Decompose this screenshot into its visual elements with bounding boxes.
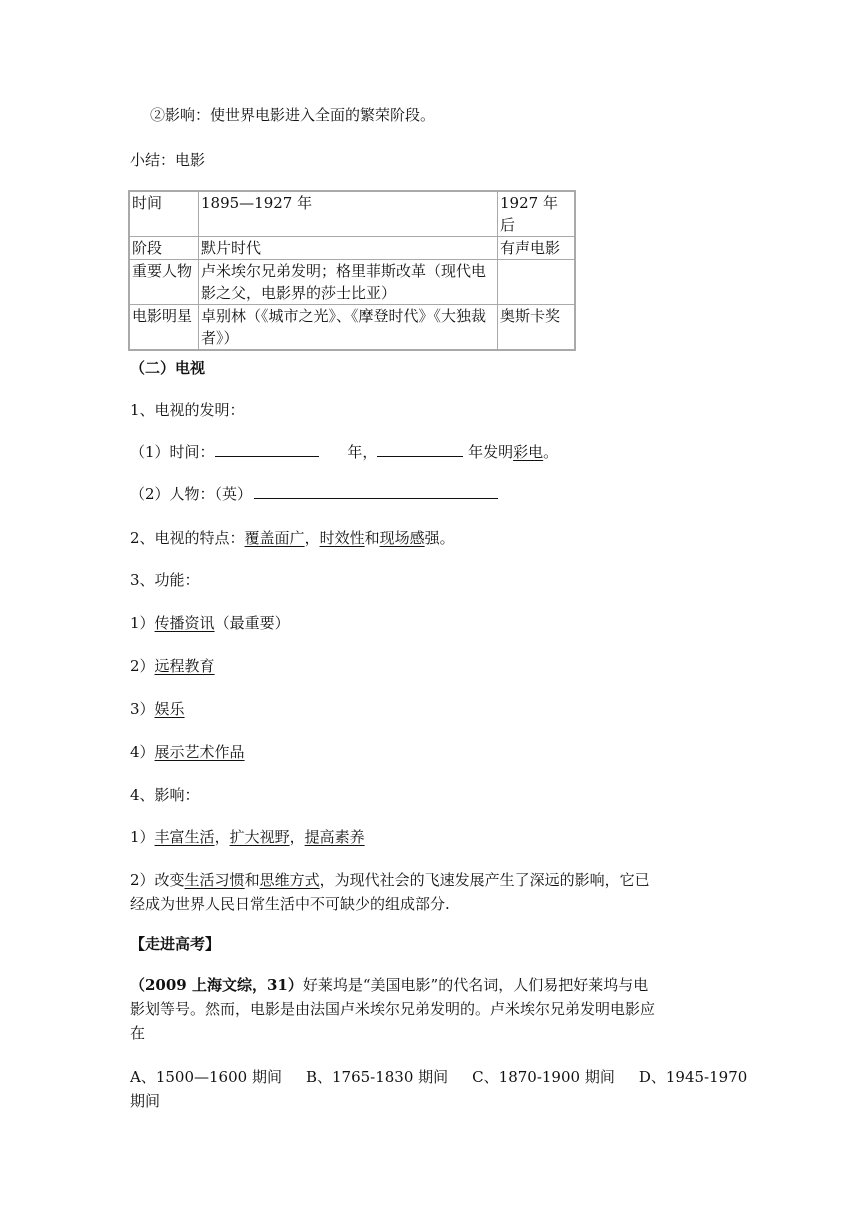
- features-line: [130, 527, 455, 549]
- invention-time-after: 年发明: [468, 443, 514, 461]
- function-number: 2）: [130, 657, 155, 675]
- impact-improve-quality: 提高素养: [304, 828, 365, 846]
- invention-time-end: 。: [543, 443, 559, 461]
- feature-coverage: 覆盖面广: [244, 529, 305, 547]
- impact-rest-continued: 经成为世界人民日常生活中不可缺少的组成部分.: [130, 895, 450, 913]
- table-cell: 卢米埃尔兄弟发明；格里菲斯改革（现代电影之父，电影界的莎士比亚）: [199, 260, 498, 305]
- tv-heading: （二）电视: [130, 359, 206, 377]
- table-row: [129, 260, 575, 305]
- conjunction: 和: [244, 871, 260, 889]
- impact-item-2: [130, 868, 734, 916]
- functions-heading: 3、功能：: [130, 571, 200, 589]
- function-text: 展示艺术作品: [154, 743, 245, 761]
- function-number: 1）: [130, 614, 155, 632]
- table-cell: 卓别林（《城市之光》、《摩登时代》《大独裁者》）: [199, 305, 498, 351]
- option-c: C、1870-1900 期间: [472, 1068, 615, 1086]
- function-number: 4）: [130, 743, 155, 761]
- separator: ，: [289, 828, 305, 846]
- impact-number: 1）: [130, 828, 155, 846]
- invention-time-mid: 年，: [347, 443, 378, 461]
- separator: ，: [304, 529, 320, 547]
- invention-time-prefix: （1）时间：: [130, 443, 215, 461]
- table-cell: 1927 年后: [498, 191, 576, 237]
- question-text: 影划等号。然而，电影是由法国卢米埃尔兄弟发明的。卢米埃尔兄弟发明电影应: [130, 1000, 656, 1018]
- table-cell: 时间: [129, 191, 199, 237]
- function-text: 远程教育: [154, 657, 215, 675]
- invention-person-line: [130, 483, 498, 505]
- blank-year-invented: [215, 441, 319, 457]
- exam-heading: 【走进高考】: [130, 935, 221, 953]
- table-cell: 电影明星: [129, 305, 199, 351]
- impact-item-1: [130, 826, 365, 848]
- impact-rest: ，为现代社会的飞速发展产生了深远的影响，它已: [319, 871, 650, 889]
- option-b: B、1765-1830 期间: [305, 1068, 449, 1086]
- function-item: [130, 612, 290, 634]
- invention-heading: 1、电视的发明：: [130, 401, 245, 419]
- features-end: 强。: [424, 529, 455, 547]
- impact-prefix: 2）改变: [130, 871, 185, 889]
- function-item: [130, 655, 215, 677]
- function-text: 传播资讯: [154, 614, 215, 632]
- function-text: 娱乐: [154, 700, 185, 718]
- table-row: [129, 305, 575, 351]
- table-row: [129, 191, 575, 237]
- impact-enrich-life: 丰富生活: [154, 828, 215, 846]
- question-text: 在: [130, 1024, 146, 1042]
- option-d: D、1945-1970: [638, 1068, 748, 1086]
- summary-title: 小结：电影: [130, 151, 206, 169]
- table-cell: 重要人物: [129, 260, 199, 305]
- table-cell: 默片时代: [199, 237, 498, 260]
- function-note: （最重要）: [214, 614, 290, 632]
- table-cell: 奥斯卡奖: [498, 305, 576, 351]
- table-cell: 1895—1927 年: [199, 191, 498, 237]
- blank-year-color: [377, 441, 463, 457]
- film-summary-table: [128, 190, 576, 351]
- impact-broaden-view: 扩大视野: [229, 828, 290, 846]
- function-item: [130, 741, 245, 763]
- feature-presence: 现场感: [379, 529, 425, 547]
- option-d-continued: 期间: [130, 1092, 161, 1110]
- impact-thinking: 思维方式: [259, 871, 320, 889]
- table-cell: [498, 260, 576, 305]
- invention-time-line: [130, 441, 558, 463]
- impact-habits: 生活习惯: [184, 871, 245, 889]
- function-number: 3）: [130, 700, 155, 718]
- separator: ，: [214, 828, 230, 846]
- question-text: 好莱坞是“美国电影”的代名词，人们易把好莱坞与电: [302, 976, 649, 994]
- option-a: A、1500—1600 期间: [130, 1068, 282, 1086]
- color-tv-term: 彩电: [513, 443, 544, 461]
- impact-heading: 4、影响：: [130, 786, 200, 804]
- table-cell: 有声电影: [498, 237, 576, 260]
- exam-question: [130, 973, 734, 1045]
- separator: 和: [364, 529, 380, 547]
- question-source: （2009 上海文综，31）: [130, 976, 303, 994]
- features-prefix: 2、电视的特点：: [130, 529, 245, 547]
- influence-line: ②影响：使世界电影进入全面的繁荣阶段。: [150, 106, 436, 124]
- blank-inventor: [254, 483, 498, 499]
- invention-person-prefix: （2）人物：（英）: [130, 485, 253, 503]
- answer-options: [130, 1065, 748, 1113]
- table-row: [129, 237, 575, 260]
- feature-timeliness: 时效性: [319, 529, 365, 547]
- function-item: [130, 698, 185, 720]
- table-cell: 阶段: [129, 237, 199, 260]
